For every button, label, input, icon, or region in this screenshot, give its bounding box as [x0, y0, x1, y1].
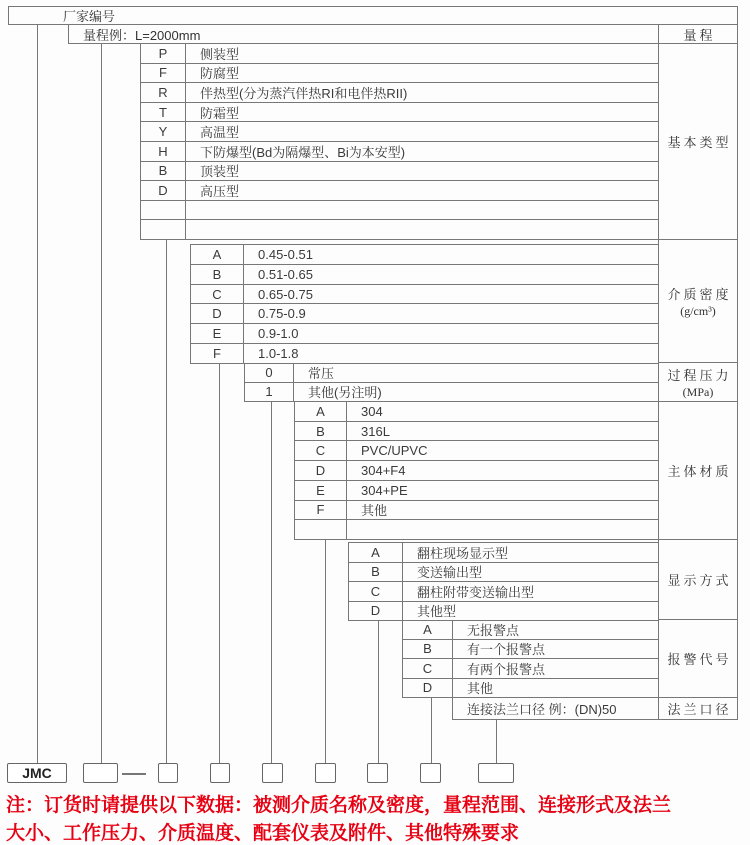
label-alarm-code: 报警代号 [659, 620, 737, 698]
desc-cell: 0.45-0.51 [258, 246, 313, 262]
body-material-table [294, 402, 658, 540]
table-row [295, 402, 658, 422]
connector-alarm-code [431, 698, 432, 763]
table-row [141, 122, 658, 142]
table-row [295, 481, 658, 501]
flange-row [452, 698, 658, 720]
table-row [349, 602, 658, 622]
code-box-basic-type [158, 763, 178, 783]
desc-cell: 高压型 [200, 183, 240, 199]
table-row [245, 363, 658, 383]
code-cell: A [295, 402, 347, 421]
connector-flange [496, 720, 497, 763]
desc-cell: 0.75-0.9 [258, 306, 306, 322]
label-basic-type: 基本类型 [659, 44, 737, 240]
desc-cell: 其他型 [417, 604, 457, 620]
code-box-medium-density [210, 763, 230, 783]
code-cell [141, 220, 186, 239]
factory-code-box [8, 6, 738, 25]
flange-desc: 连接法兰口径 例：(DN)50 [467, 702, 617, 717]
code-cell: B [295, 422, 347, 441]
label-medium-density: 介质密度 (g/cm³) [659, 240, 737, 363]
code-cell: 0 [245, 363, 294, 382]
table-row [349, 563, 658, 583]
table-row [141, 201, 658, 221]
desc-cell [347, 520, 658, 539]
model-prefix-text: JMC [22, 765, 52, 781]
table-row [141, 142, 658, 162]
process-pressure-table [244, 363, 658, 402]
desc-cell: 防腐型 [200, 66, 240, 82]
desc-cell: 其他 [467, 681, 494, 697]
table-row [403, 640, 658, 660]
desc-cell: 下防爆型(Bd为隔爆型、Bi为本安型) [200, 144, 406, 160]
desc-cell: 304+F4 [361, 462, 406, 478]
display-mode-table [348, 542, 658, 621]
connector-display-mode [378, 620, 379, 763]
table-row [403, 620, 658, 640]
code-cell [295, 520, 347, 539]
desc-cell: 0.65-0.75 [258, 286, 313, 302]
connector-factory-code [37, 25, 38, 763]
table-row [295, 520, 658, 540]
desc-cell: 高温型 [200, 125, 240, 141]
code-box-flange [478, 763, 514, 783]
table-row [191, 324, 658, 344]
code-cell: B [403, 640, 453, 659]
desc-cell: 316L [361, 423, 390, 439]
alarm-code-table [402, 620, 658, 698]
code-cell: B [141, 162, 186, 181]
desc-cell: 0.51-0.65 [258, 266, 313, 282]
table-row [141, 103, 658, 123]
table-row [191, 245, 658, 265]
code-cell: C [191, 285, 244, 304]
code-box-display-mode [367, 763, 388, 783]
medium-density-table [190, 244, 658, 364]
basic-type-table [140, 44, 658, 240]
desc-cell: 304 [361, 403, 383, 419]
table-row [295, 501, 658, 521]
code-cell: C [349, 582, 403, 601]
table-row [191, 344, 658, 364]
code-cell: C [295, 441, 347, 460]
table-row [403, 659, 658, 679]
desc-cell: 翻柱附带变送输出型 [417, 584, 535, 600]
table-row [141, 83, 658, 103]
code-cell: Y [141, 122, 186, 141]
range-example-text: 量程例：L=2000mm [83, 27, 201, 43]
table-row [191, 265, 658, 285]
desc-cell [186, 220, 658, 239]
code-cell: P [141, 44, 186, 63]
code-cell: H [141, 142, 186, 161]
table-row [349, 543, 658, 563]
code-cell: E [295, 481, 347, 500]
connector-body-material [325, 540, 326, 763]
connector-range [101, 44, 102, 763]
ordering-note [6, 792, 748, 845]
desc-cell: 其他 [361, 503, 388, 519]
desc-cell: 有两个报警点 [467, 661, 546, 677]
code-cell: A [403, 620, 453, 639]
desc-cell: 304+PE [361, 482, 408, 498]
category-label-column [658, 25, 738, 720]
table-row [141, 181, 658, 201]
ordering-note-line1: 注：订货时请提供以下数据：被测介质名称及密度，量程范围、连接形式及法兰 [6, 795, 672, 816]
code-cell: E [191, 324, 244, 343]
code-cell: F [295, 501, 347, 520]
table-row [295, 461, 658, 481]
code-box-body-material [315, 763, 336, 783]
table-row [141, 64, 658, 84]
code-cell: B [349, 563, 403, 582]
code-cell: F [141, 64, 186, 83]
code-cell: F [191, 344, 244, 363]
table-row [295, 441, 658, 461]
desc-cell: 变送输出型 [417, 565, 483, 581]
label-flange: 法兰口径 [659, 698, 737, 720]
desc-cell [186, 201, 658, 220]
table-row [141, 220, 658, 240]
code-cell: T [141, 103, 186, 122]
code-cell: B [191, 265, 244, 284]
table-row [191, 285, 658, 305]
desc-cell: 无报警点 [467, 622, 520, 638]
connector-process-pressure [271, 402, 272, 763]
code-box-process-pressure [262, 763, 283, 783]
desc-cell: 1.0-1.8 [258, 346, 299, 362]
code-box-range [83, 763, 118, 783]
table-row [245, 383, 658, 403]
code-box-alarm-code [420, 763, 441, 783]
desc-cell: 侧装型 [200, 46, 240, 62]
code-cell: D [403, 679, 453, 698]
table-row [403, 679, 658, 699]
ordering-note-line2: 大小、工作压力、介质温度、配套仪表及附件、其他特殊要求 [6, 823, 520, 844]
dash-separator [122, 773, 146, 775]
desc-cell: 有一个报警点 [467, 642, 546, 658]
label-body-material: 主体材质 [659, 402, 737, 540]
connector-basic-type [166, 240, 167, 763]
table-row [295, 422, 658, 442]
table-row [191, 304, 658, 324]
factory-code-label: 厂家编号 [63, 9, 116, 24]
label-range: 量程 [659, 25, 737, 44]
code-cell: R [141, 83, 186, 102]
desc-cell: 防霜型 [200, 105, 240, 121]
code-cell: D [295, 461, 347, 480]
table-row [349, 582, 658, 602]
desc-cell: 其他(另注明) [308, 385, 382, 401]
desc-cell: 0.9-1.0 [258, 326, 299, 342]
range-example-row [68, 25, 658, 44]
desc-cell: 翻柱现场显示型 [417, 545, 509, 561]
desc-cell: 顶装型 [200, 164, 240, 180]
code-cell: D [191, 304, 244, 323]
code-cell [141, 201, 186, 220]
desc-cell: 常压 [308, 365, 335, 381]
table-row [141, 162, 658, 182]
code-cell: D [349, 602, 403, 621]
label-process-pressure: 过程压力 (MPa) [659, 363, 737, 402]
model-prefix-box [7, 763, 67, 783]
code-cell: C [403, 659, 453, 678]
desc-cell: PVC/UPVC [361, 443, 428, 459]
code-cell: A [191, 245, 244, 264]
table-row [141, 44, 658, 64]
code-cell: 1 [245, 383, 294, 402]
code-cell: A [349, 543, 403, 562]
connector-medium-density [219, 363, 220, 763]
desc-cell: 伴热型(分为蒸汽伴热RI和电伴热RII) [200, 85, 408, 101]
code-cell: D [141, 181, 186, 200]
label-display-mode: 显示方式 [659, 540, 737, 620]
